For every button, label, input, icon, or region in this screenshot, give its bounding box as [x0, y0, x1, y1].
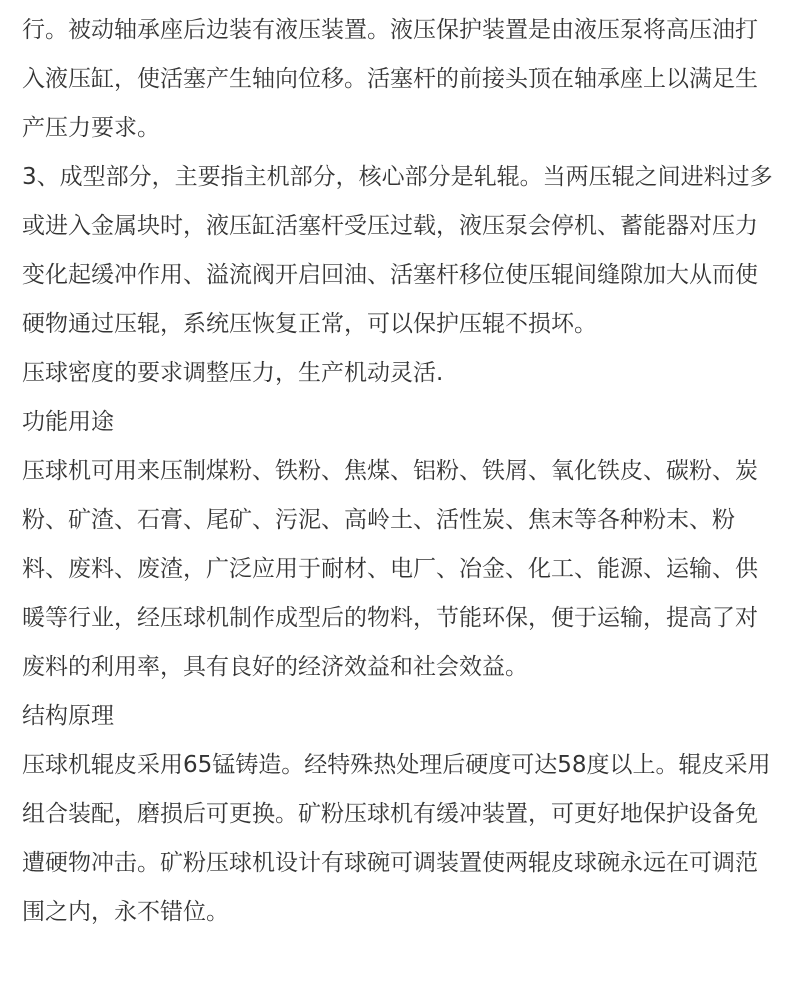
density-paragraph: 压球密度的要求调整压力，生产机动灵活. [22, 360, 444, 386]
structure-heading: 结构原理 [22, 703, 114, 729]
forming-paragraph: 3、成型部分，主要指主机部分，核心部分是轧辊。当两压辊之间进料过多或进入金属块时，液压缸活塞杆受压过载，液压泵会停机、蓄能器对压力变化起缓冲作用、溢流阀开启回油、活塞杆移位使压辊间缝隙加大从而使硬物通过压辊，系统压恢复正常，可以保护压辊不损坏。 [22, 164, 773, 337]
article-body [22, 6, 774, 937]
function-paragraph: 压球机可用来压制煤粉、铁粉、焦煤、铝粉、铁屑、氧化铁皮、碳粉、炭粉、矿渣、石膏、尾矿、污泥、高岭土、活性炭、焦末等各种粉末、粉料、废料、废渣，广泛应用于耐材、电厂、冶金、化工、能源、运输、供暖等行业，经压球机制作成型后的物料，节能环保，便于运输，提高了对废料的利用率，具有良好的经济效益和社会效益。 [22, 458, 758, 680]
function-heading: 功能用途 [22, 409, 114, 435]
structure-paragraph: 压球机辊皮采用65锰铸造。经特殊热处理后硬度可达58度以上。辊皮采用组合装配，磨损后可更换。矿粉压球机有缓冲装置，可更好地保护设备免遭硬物冲击。矿粉压球机设计有球碗可调装置使两辊皮球碗永远在可调范围之内，永不错位。 [22, 752, 771, 925]
intro-paragraph: 行。被动轴承座后边装有液压装置。液压保护装置是由液压泵将高压油打入液压缸，使活塞产生轴向位移。活塞杆的前接头顶在轴承座上以满足生产压力要求。 [22, 17, 758, 141]
